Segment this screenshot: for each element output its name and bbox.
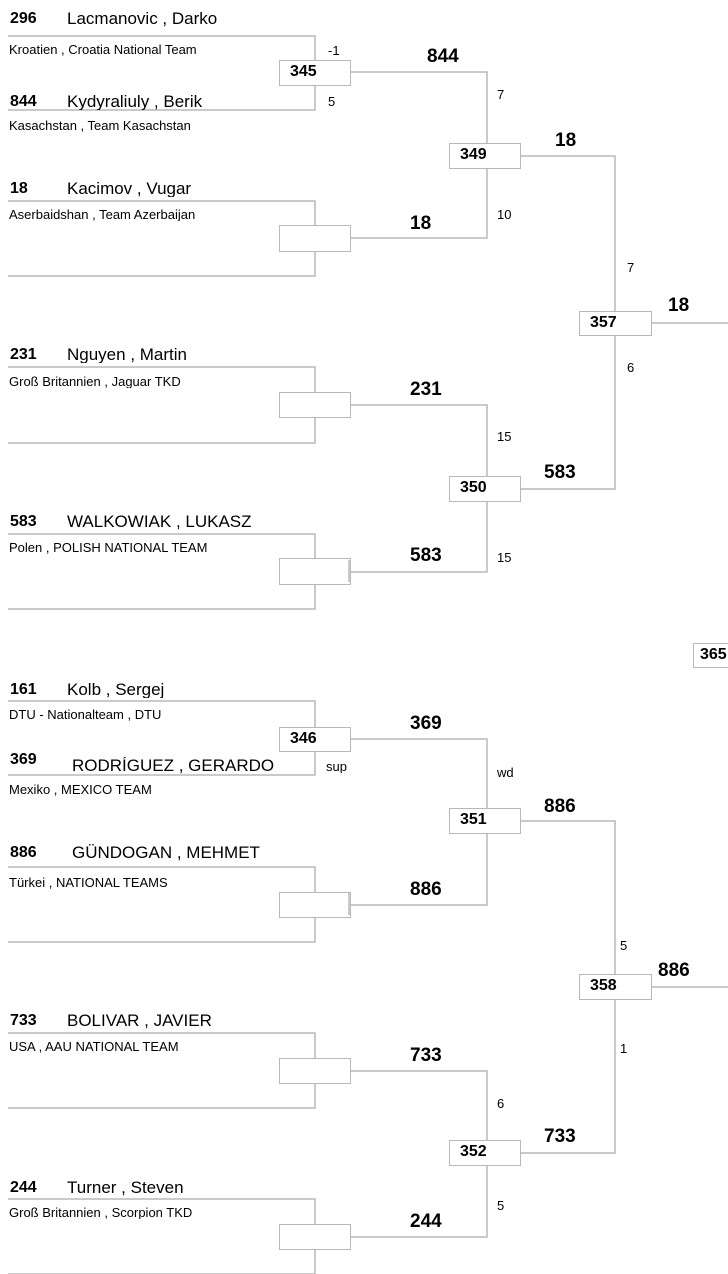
competitor-team: Kasachstan , Team Kasachstan <box>9 119 191 132</box>
competitor-name: Kolb , Sergej <box>67 681 165 698</box>
match-winner: 583 <box>544 463 576 482</box>
match-winner: 733 <box>410 1046 442 1065</box>
match-score: wd <box>497 766 514 779</box>
match-box[interactable] <box>279 392 351 418</box>
competitor-team: Polen , POLISH NATIONAL TEAM <box>9 541 208 554</box>
match-score: 5 <box>497 1199 505 1212</box>
competitor-seed: 369 <box>10 752 37 768</box>
final-match-box[interactable]: 365 <box>693 643 728 668</box>
competitor-seed: 296 <box>10 11 37 27</box>
match-winner: 844 <box>427 47 459 66</box>
competitor-seed: 583 <box>10 514 37 530</box>
match-box[interactable] <box>279 558 351 585</box>
match-box[interactable]: 349 <box>449 143 521 169</box>
match-score: -1 <box>328 44 340 57</box>
match-box[interactable]: 352 <box>449 1140 521 1166</box>
match-score: sup <box>326 760 347 773</box>
match-score: 10 <box>497 208 512 221</box>
competitor-name: Turner , Steven <box>67 1179 184 1196</box>
competitor-team: USA , AAU NATIONAL TEAM <box>9 1040 179 1053</box>
match-score: 6 <box>627 361 635 374</box>
competitor-team: Groß Britannien , Scorpion TKD <box>9 1206 193 1219</box>
match-box[interactable]: 357 <box>579 311 652 336</box>
competitor-seed: 231 <box>10 347 37 363</box>
match-winner: 18 <box>410 214 432 233</box>
competitor-name: Kacimov , Vugar <box>67 180 192 197</box>
match-box[interactable]: 358 <box>579 974 652 1000</box>
match-winner: 886 <box>410 880 442 899</box>
competitor-name: Kydyraliuly , Berik <box>67 93 203 110</box>
match-score: 1 <box>620 1042 628 1055</box>
competitor-seed: 844 <box>10 94 37 110</box>
match-winner: 18 <box>668 296 690 315</box>
competitor-name: WALKOWIAK , LUKASZ <box>67 513 252 530</box>
competitor-team: Aserbaidshan , Team Azerbaijan <box>9 208 196 221</box>
match-score: 15 <box>497 430 512 443</box>
competitor-team: Türkei , NATIONAL TEAMS <box>9 876 168 889</box>
competitor-seed: 161 <box>10 682 37 698</box>
match-winner: 18 <box>555 131 577 150</box>
competitor-seed: 733 <box>10 1013 37 1029</box>
match-winner: 369 <box>410 714 442 733</box>
match-winner: 733 <box>544 1127 576 1146</box>
competitor-seed: 886 <box>10 845 37 861</box>
match-score: 5 <box>328 95 336 108</box>
competitor-name: BOLIVAR , JAVIER <box>67 1012 212 1029</box>
competitor-name: Lacmanovic , Darko <box>67 10 218 27</box>
match-box[interactable]: 345 <box>279 60 351 86</box>
match-box[interactable]: 351 <box>449 808 521 834</box>
match-box[interactable]: 346 <box>279 727 351 752</box>
match-score: 15 <box>497 551 512 564</box>
match-winner: 583 <box>410 546 442 565</box>
match-winner: 244 <box>410 1212 442 1231</box>
match-winner: 886 <box>658 961 690 980</box>
competitor-team: Kroatien , Croatia National Team <box>9 43 197 56</box>
match-winner: 886 <box>544 797 576 816</box>
competitor-seed: 18 <box>10 181 28 197</box>
competitor-name: Nguyen , Martin <box>67 346 187 363</box>
competitor-seed: 244 <box>10 1180 37 1196</box>
match-box[interactable] <box>279 225 351 252</box>
match-box[interactable]: 350 <box>449 476 521 502</box>
match-box[interactable] <box>279 1224 351 1250</box>
match-score: 7 <box>497 88 505 101</box>
competitor-team: DTU - Nationalteam , DTU <box>9 708 162 721</box>
match-score: 7 <box>627 261 635 274</box>
competitor-name: GÜNDOGAN , MEHMET <box>72 844 260 861</box>
match-box[interactable] <box>279 892 351 918</box>
match-score: 6 <box>497 1097 505 1110</box>
match-score: 5 <box>620 939 628 952</box>
competitor-team: Mexiko , MEXICO TEAM <box>9 783 152 796</box>
competitor-name: RODRÍGUEZ , GERARDO <box>72 757 275 774</box>
match-box[interactable] <box>279 1058 351 1084</box>
match-winner: 231 <box>410 380 442 399</box>
competitor-team: Groß Britannien , Jaguar TKD <box>9 375 181 388</box>
